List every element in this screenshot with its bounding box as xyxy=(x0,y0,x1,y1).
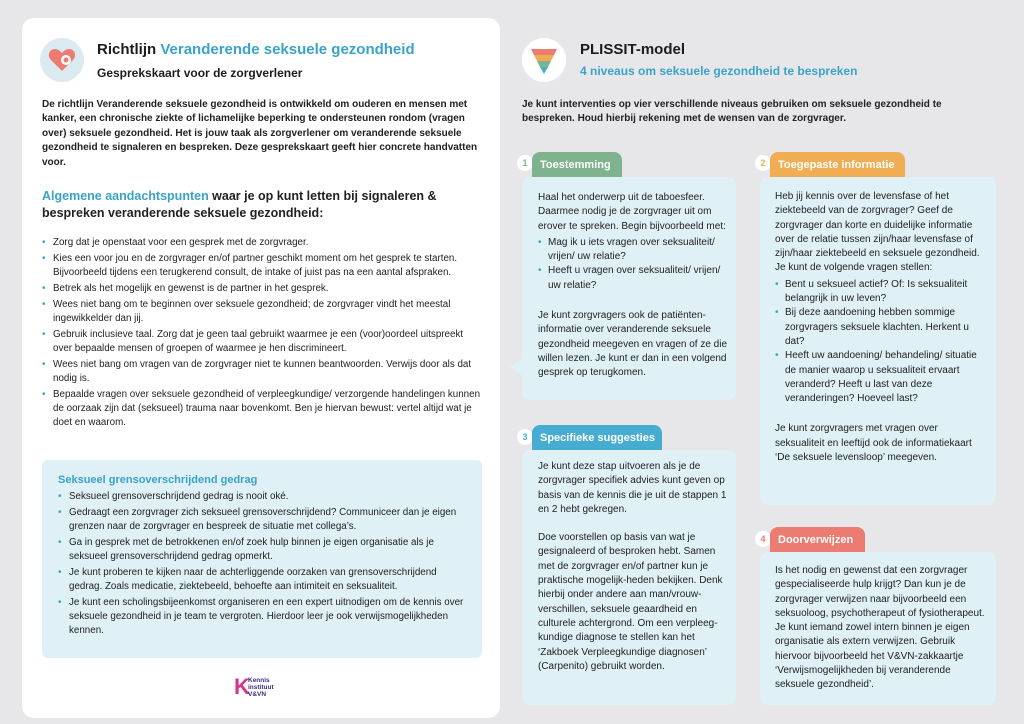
list-item: • Kies een voor jou en de zorgvrager en/of partner geschikt moment om het gesprek te starten. Bijvoorbeeld tijdens een terugkerend consult, de intake of juist pas na een aantal afspraken. xyxy=(42,252,482,280)
grens-title: Seksueel grensoverschrijdend gedrag xyxy=(58,474,258,486)
section-heading-rest: waar je op kunt letten bij signaleren & bespreken veranderende seksuele gezondheid: xyxy=(42,189,437,220)
tab-toegepaste-informatie: Toegepaste informatie xyxy=(770,152,905,178)
logo-line: instituut xyxy=(248,684,274,691)
list-item: • Je kunt proberen te kijken naar de achterliggende oorzaken van grensoverschrijdend gedrag. Zoals medicatie, ziektebeeld, behoefte aan intimiteit en seksualiteit. xyxy=(58,566,468,594)
page-title xyxy=(97,41,415,58)
heart-icon xyxy=(40,38,84,82)
list-item: • Bepaalde vragen over seksuele gezondheid of verpleegkundige/ verzorgende handelingen kunnen de oorzaak zijn dat (seksueel) trauma naar bovenkomt. Ben je hiervan bewust: vertel altijd wat je doet en waarom. xyxy=(42,388,482,430)
intro-text: De richtlijn Veranderende seksuele gezondheid is ontwikkeld om ouderen en mensen met kanker, een chronische ziekte of lichamelijke beperking te ondersteunen rondom (vragen over) seksuele gezondheid. Het is jouw taak als zorgverlener om veranderende seksuele gezondheid te signaleren en bespreken. Deze gesprekskaart geeft hier concrete handvatten voor. xyxy=(42,99,478,168)
paragraph: Haal het onderwerp uit de taboesfeer. Daarmee nodig je de zorgvrager uit om erover te spreken. Begin bijvoorbeeld met: xyxy=(538,192,726,232)
aandachtspunten-list xyxy=(42,236,482,432)
logo-line: V&VN xyxy=(248,691,267,698)
step-number: 2 xyxy=(755,155,771,171)
step-number: 4 xyxy=(755,531,771,547)
paragraph: Is het nodig en gewenst dat een zorgvrager gespecialiseerde hulp krijgt? Dan kun je de zorgvrager verwijzen naar bijvoorbeeld een seksuoloog, psychotherapeut of fysiotherapeut. Je kunt iemand zowel intern binnen je eigen organisatie als extern verwijzen. Gebruik hiervoor bijvoorbeeld het V&VN-zakkaartje ‘Verwijsmogelijkheden bij veranderende seksuele gezondheid’. xyxy=(775,565,985,691)
tab-doorverwijzen: Doorverwijzen xyxy=(770,527,865,553)
paragraph: Doe voorstellen op basis van wat je gesignaleerd of besproken hebt. Samen met de zorgvrager en/of partner kun je praktische mogelijk-heden bekijken. Denk hierbij onder andere aan man/vrouw-verschillen, seksuele geaardheid en culturele achtergrond. Om een verpleeg-kundige diagnose te stellen kan het ‘Zakboek Verpleegkundige diagnosen’ (Carpenito) gebruikt worden. xyxy=(538,532,723,672)
step1-text xyxy=(538,191,728,381)
step-number: 3 xyxy=(517,429,533,445)
logo-line: Kennis xyxy=(248,677,270,684)
title-accent: Veranderende seksuele gezondheid xyxy=(160,41,415,58)
grens-list xyxy=(58,490,468,640)
tab-specifieke-suggesties: Specifieke suggesties xyxy=(532,425,662,451)
plissit-subtitle: 4 niveaus om seksuele gezondheid te bespreken xyxy=(580,64,858,78)
paragraph: Je kunt zorgvragers ook de patiënten-informatie over veranderende seksuele gezondheid meegeven en vragen of ze die willen lezen. Je kunt er dan in een volgend gesprek op terugkomen. xyxy=(538,310,728,379)
list-item: • Mag ik u iets vragen over seksualiteit/ vrijen/ uw relatie? xyxy=(538,236,728,265)
list-item: • Zorg dat je openstaat voor een gesprek met de zorgvrager. xyxy=(42,236,482,250)
title-prefix: Richtlijn xyxy=(97,41,157,58)
list-item: • Heeft u vragen over seksualiteit/ vrijen/ uw relatie? xyxy=(538,264,728,293)
list-item: • Bent u seksueel actief? Of: Is seksualiteit belangrijk in uw leven? xyxy=(775,278,987,307)
logo-letter: K xyxy=(234,674,250,699)
section-heading-accent: Algemene aandachtspunten xyxy=(42,189,209,203)
list-item: • Betrek als het mogelijk en gewenst is de partner in het gesprek. xyxy=(42,282,482,296)
list-item: • Seksueel grensoverschrijdend gedrag is nooit oké. xyxy=(58,490,468,504)
tab-toestemming: Toestemming xyxy=(532,152,622,178)
list-item: • Wees niet bang om vragen van de zorgvrager niet te kunnen beantwoorden. Verwijs door als dat nodig is. xyxy=(42,358,482,386)
list-item: • Ga in gesprek met de betrokkenen en/of zoek hulp binnen je eigen organisatie als je seksueel grensoverschrijdend gedrag opmerkt. xyxy=(58,536,468,564)
list-item: • Heeft uw aandoening/ behandeling/ situatie de manier waarop u seksualiteit ervaart veranderd? Heeft u last van deze veranderingen? Hoeveel last? xyxy=(775,349,987,406)
step2-text xyxy=(775,190,987,465)
kennisinstituut-logo xyxy=(234,675,294,699)
plissit-title: PLISSIT-model xyxy=(580,41,686,58)
list-item: • Bij deze aandoening hebben sommige zorgvragers seksuele klachten. Herkent u dat? xyxy=(775,306,987,349)
list-item: • Gebruik inclusieve taal. Zorg dat je geen taal gebruikt waarmee je een (voor)oordeel uitspreekt over bepaalde mensen of groepen of waarmee je hen discrimineert. xyxy=(42,328,482,356)
paragraph: Heb jij kennis over de levensfase of het ziektebeeld van de zorgvrager? Geef de zorgvrager dan korte en duidelijke informatie over de relatie tussen zijn/haar levensfase of zijn/haar ziektebeeld en seksuele gezondheid. Je kunt de volgende vragen stellen: xyxy=(775,191,980,274)
step3-text xyxy=(538,460,730,674)
page-subtitle: Gesprekskaart voor de zorgverlener xyxy=(97,66,303,80)
list-item: • Gedraagt een zorgvrager zich seksueel grensoverschrijdend? Communiceer dan je eigen grenzen naar de zorgvrager en bespreek de situatie met collega’s. xyxy=(58,506,468,534)
plissit-intro: Je kunt interventies op vier verschillende niveaus gebruiken om seksuele gezondheid te bespreken. Houd hierbij rekening met de wensen van de zorgvrager. xyxy=(522,99,942,125)
paragraph: Je kunt zorgvragers met vragen over seksualiteit en leeftijd ook de informatiekaart ‘De seksuele levensloop’ meegeven. xyxy=(775,423,972,464)
step-number: 1 xyxy=(517,155,533,171)
logo-text xyxy=(248,677,274,698)
pointer-arrow-icon xyxy=(510,357,524,377)
list-item: • Je kunt een scholingsbijeenkomst organiseren en een expert uitnodigen om de kennis over seksuele gezondheid in je team te vergroten. Hierdoor leer je ook verwijsmogelijkheden kennen. xyxy=(58,596,468,638)
section-heading xyxy=(42,188,482,222)
list-item: • Wees niet bang om te beginnen over seksuele gezondheid; de zorgvrager vindt het meestal ingewikkelder dan jij. xyxy=(42,298,482,326)
funnel-icon xyxy=(522,38,566,82)
step4-text xyxy=(775,564,987,693)
paragraph: Je kunt deze stap uitvoeren als je de zorgvrager specifiek advies kunt geven op basis van de kennis die je uit de stappen 1 en 2 hebt gekregen. xyxy=(538,461,727,515)
